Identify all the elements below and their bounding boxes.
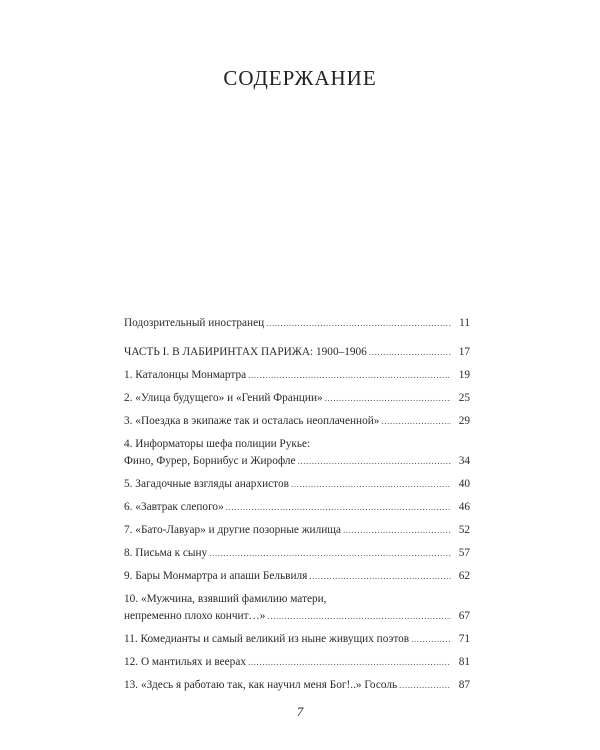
toc-page-number: 81 xyxy=(458,656,470,668)
dot-leader xyxy=(267,608,451,625)
toc-page-number: 62 xyxy=(458,570,470,582)
toc-entry xyxy=(124,677,470,694)
toc-entry xyxy=(124,367,470,384)
toc-part-heading xyxy=(124,344,470,361)
toc-entry-line xyxy=(124,631,470,648)
toc-entry-line xyxy=(124,476,470,493)
toc-page-number: 17 xyxy=(458,346,470,358)
dot-leader xyxy=(369,344,451,361)
toc-entry-title: 13. «Здесь я работаю так, как научил меня Бог!..» Госоль xyxy=(124,679,398,691)
toc-entry-line xyxy=(124,677,470,694)
toc-entry xyxy=(124,568,470,585)
toc-entry-title: 2. «Улица будущего» и «Гений Франции» xyxy=(124,392,323,404)
toc-entry-title: 11. Комедианты и самый великий из ныне живущих поэтов xyxy=(124,633,410,645)
toc-entry-title: 12. О мантильях и веерах xyxy=(124,656,246,668)
toc-entry-line xyxy=(124,654,470,671)
toc-page-number: 11 xyxy=(459,317,470,329)
toc-entry-line xyxy=(124,367,470,384)
toc-page-number: 46 xyxy=(458,501,470,513)
dot-leader xyxy=(309,568,451,585)
toc-page-number: 71 xyxy=(458,633,470,645)
toc-entry xyxy=(124,413,470,430)
toc-entry-title: 1. Каталонцы Монмартра xyxy=(124,369,247,381)
toc-page-number: 67 xyxy=(458,610,470,622)
toc-page-number: 57 xyxy=(458,547,470,559)
toc-entry-title: 4. Информаторы шефа полиции Рукье: xyxy=(124,438,311,450)
dot-leader xyxy=(291,476,451,493)
toc-page-number: 40 xyxy=(458,478,470,490)
dot-leader xyxy=(266,315,451,332)
page-number: 7 xyxy=(296,704,304,719)
toc-entry xyxy=(124,436,470,470)
toc-entry-line xyxy=(124,413,470,430)
dot-leader xyxy=(399,677,451,694)
toc-entry-line xyxy=(124,568,470,585)
toc-entry xyxy=(124,545,470,562)
toc-page-number: 29 xyxy=(458,415,470,427)
dot-leader xyxy=(248,367,451,384)
dot-leader xyxy=(298,453,451,470)
toc-entry-line xyxy=(124,390,470,407)
page-title: СОДЕРЖАНИЕ xyxy=(223,66,377,90)
toc-entry-line xyxy=(124,591,470,608)
toc-entry-title: 7. «Бато-Лавуар» и другие позорные жилища xyxy=(124,524,342,536)
dot-leader xyxy=(209,545,451,562)
toc-entry xyxy=(124,390,470,407)
toc-entry xyxy=(124,476,470,493)
toc-entry xyxy=(124,631,470,648)
toc-entry-line xyxy=(124,315,470,332)
toc-page-number: 52 xyxy=(458,524,470,536)
toc-entry-line xyxy=(124,344,470,361)
dot-leader xyxy=(381,413,451,430)
toc-page-number: 34 xyxy=(458,455,470,467)
dot-leader xyxy=(226,499,451,516)
dot-leader xyxy=(248,654,451,671)
toc-entry xyxy=(124,522,470,539)
toc-entry-line xyxy=(124,522,470,539)
toc-entry-title: 5. Загадочные взгляды анархистов xyxy=(124,478,289,490)
dot-leader xyxy=(325,390,451,407)
toc-entry-title: Подозрительный иностранец xyxy=(124,317,265,329)
toc-entry-title: 9. Бары Монмартра и апаши Бельвиля xyxy=(124,570,308,582)
toc-page-number: 19 xyxy=(458,369,470,381)
toc-entry-title: 6. «Завтрак слепого» xyxy=(124,501,224,513)
toc-entry-line xyxy=(124,436,470,453)
dot-leader xyxy=(411,631,451,648)
toc-entry xyxy=(124,499,470,516)
toc-page-number: 87 xyxy=(458,679,470,691)
toc-entry-title: 8. Письма к сыну xyxy=(124,547,208,559)
toc-page-number: 25 xyxy=(458,392,470,404)
toc-entry-line xyxy=(124,608,470,625)
toc-entry-line xyxy=(124,545,470,562)
toc-entry-title: Фино, Фурер, Борнибус и Жирофле xyxy=(124,455,296,467)
toc-entry-title: непременно плохо кончит…» xyxy=(124,610,266,622)
toc-entry-title: 3. «Поездка в экипаже так и осталась неоплаченной» xyxy=(124,415,380,427)
toc-entry-title: 10. «Мужчина, взявший фамилию матери, xyxy=(124,593,327,605)
toc-entry xyxy=(124,654,470,671)
table-of-contents xyxy=(124,315,470,694)
toc-entry xyxy=(124,591,470,625)
toc-entry-line xyxy=(124,499,470,516)
toc-entry-line xyxy=(124,453,470,470)
dot-leader xyxy=(343,522,451,539)
toc-entry xyxy=(124,315,470,332)
toc-entry-title: ЧАСТЬ I. В ЛАБИРИНТАХ ПАРИЖА: 1900–1906 xyxy=(124,346,367,358)
